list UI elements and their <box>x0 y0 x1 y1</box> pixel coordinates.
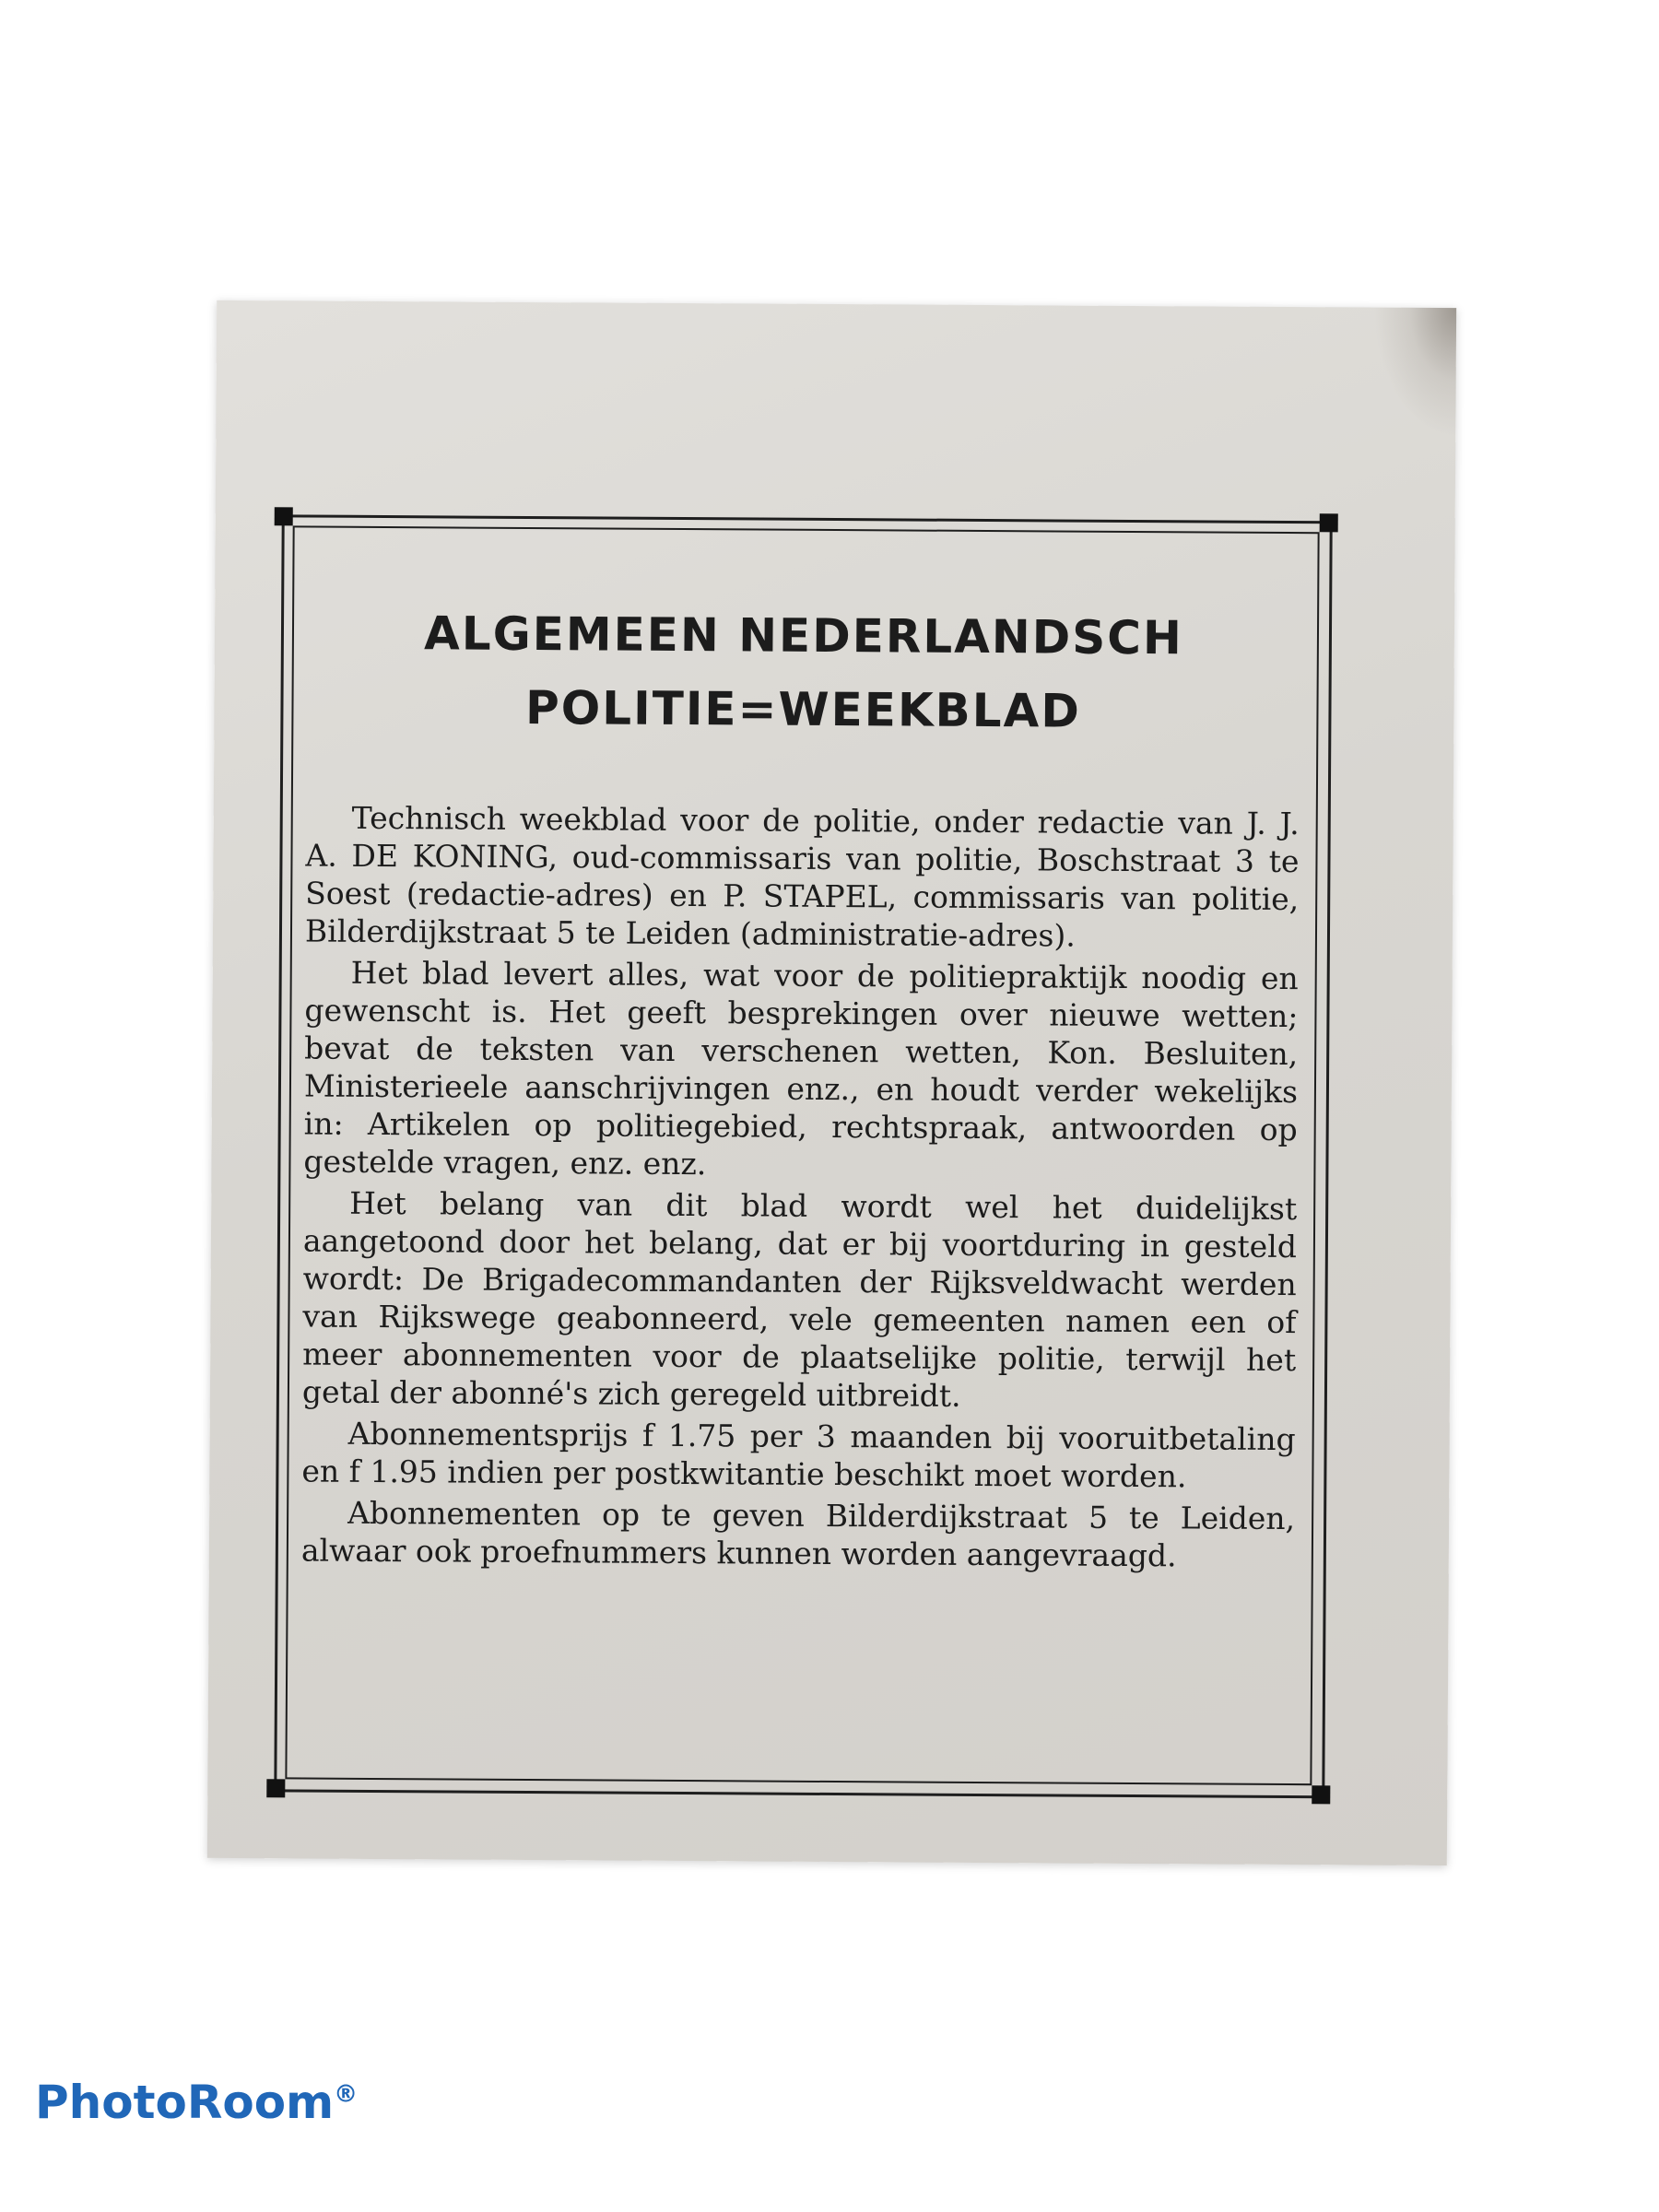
watermark-text: PhotoRoom <box>35 2076 335 2129</box>
paragraph-subscribe: Abonnementen op te geven Bilderdijkstraat 5 te Leiden, alwaar ook proefnummers kunnen worden aangevraagd. <box>300 1494 1296 1574</box>
paragraph-importance: Het belang van dit blad wordt wel het duidelijkst aangetoond door het belang, dat er bij voortduring in gesteld wordt: De Brigadecommandanten der Rijksveldwacht werden van Rijkswege geabonneerd, vele gemeenten namen een of meer abonnementen voor de plaatselijke politie, terwijl het getal der abonné's zich geregeld uitbreidt. <box>301 1184 1298 1414</box>
photoroom-watermark-logo <box>35 2076 358 2129</box>
paper-wear-stain <box>1372 308 1456 438</box>
document-title <box>306 596 1300 750</box>
frame-corner-ornament <box>275 507 293 525</box>
registered-mark: ® <box>334 2080 359 2109</box>
document-card <box>207 300 1456 1865</box>
paragraph-price: Abonnementsprijs f 1.75 per 3 maanden bij vooruitbetaling en f 1.95 indien per postkwitantie beschikt moet worden. <box>301 1415 1296 1495</box>
paragraph-intro: Technisch weekblad voor de politie, onder redactie van J. J. A. DE KONING, oud-commissaris van politie, Boschstraat 3 te Soest (redactie-adres) en P. STAPEL, commissaris van politie, Bilderdijkstraat 5 te Leiden (administratie-adres). <box>304 799 1300 954</box>
title-line-2: POLITIE=WEEKBLAD <box>524 680 1082 738</box>
frame-corner-ornament <box>1320 513 1338 532</box>
document-body <box>301 799 1300 1576</box>
paragraph-contents: Het blad levert alles, wat voor de politiepraktijk noodig en gewenscht is. Het geeft besprekingen over nieuwe wetten; bevat de teksten van verschenen wetten, Kon. Besluiten, Ministerieele aanschrijvingen enz., en houdt verder wekelijks in: Artikelen op politiegebied, rechtspraak, antwoorden op gestelde vragen, enz. enz. <box>303 954 1299 1182</box>
document-content <box>300 596 1300 1773</box>
frame-corner-ornament <box>1312 1785 1330 1804</box>
title-line-1: ALGEMEEN NEDERLANDSCH <box>423 606 1183 665</box>
frame-corner-ornament <box>266 1779 285 1797</box>
